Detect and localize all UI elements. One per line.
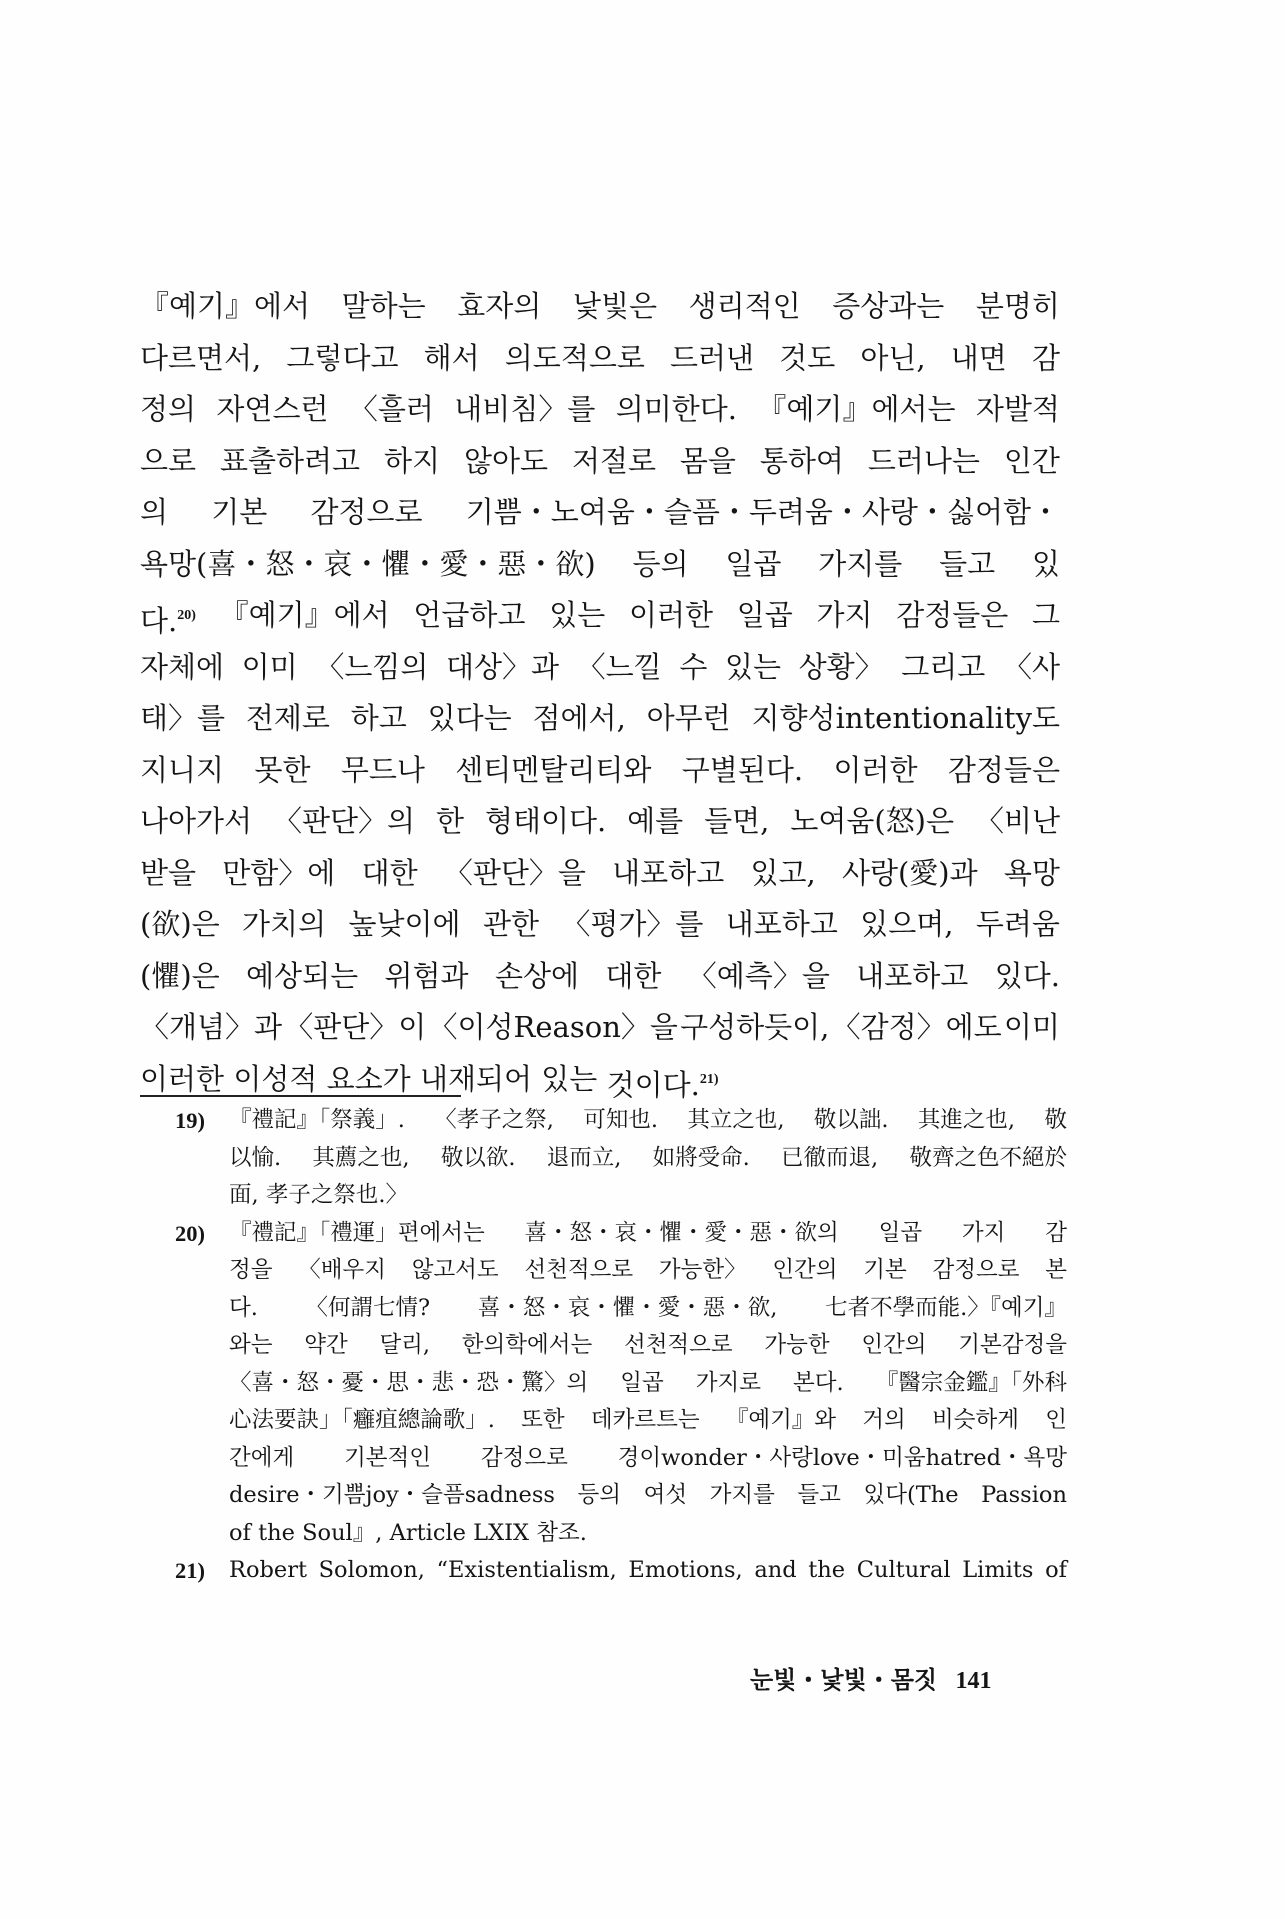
word: 선천적으로: [524, 1257, 634, 1283]
body-line: [140, 1002, 1060, 1054]
word: 참조.: [536, 1519, 587, 1546]
word: 〈喜・怒・憂・思・悲・恐・驚〉의: [229, 1369, 589, 1396]
word: 〈비난: [974, 804, 1060, 838]
word: 형태이다.: [484, 804, 607, 838]
word: 이미: [1003, 1010, 1060, 1044]
word: 이러한: [628, 598, 713, 632]
word: (懼)은: [140, 958, 220, 993]
word: 효자의: [457, 289, 542, 323]
word: 일곱: [620, 1369, 664, 1396]
word: 〈흘러: [348, 392, 434, 426]
word: Passion: [981, 1482, 1067, 1508]
word: 〈孝子之祭,: [434, 1107, 554, 1133]
word: 들고: [797, 1482, 841, 1508]
word: LXIX: [473, 1519, 530, 1546]
footnote-line: [229, 1402, 1067, 1440]
word: 일곱: [725, 546, 782, 581]
word: (欲)은: [140, 907, 220, 941]
footnote-number: 21): [175, 1558, 205, 1583]
word: 것이다.$^{21)}$: [606, 1067, 719, 1102]
word: 하지: [383, 443, 441, 478]
word: 그리고: [901, 649, 986, 684]
word: 않고서도: [411, 1257, 499, 1283]
footnote-line: [229, 1552, 1067, 1590]
word: 기본: [863, 1257, 907, 1283]
body-line: [140, 1054, 1060, 1106]
word: 한의학에서는: [461, 1332, 593, 1358]
word: 可知也.: [583, 1107, 658, 1133]
word: “Existentialism,: [436, 1557, 617, 1583]
word: 있: [1031, 546, 1060, 581]
word: 기본: [211, 495, 268, 529]
word: 무드나: [340, 752, 425, 787]
word: 예상되는: [246, 958, 359, 993]
word: 七者不學而能.〉『예기』: [825, 1294, 1067, 1321]
word: 일곱: [878, 1219, 923, 1246]
word: 예를: [627, 804, 684, 838]
word: 가지를: [818, 546, 903, 581]
word: 다.: [229, 1294, 258, 1321]
body-line: [140, 642, 1060, 694]
word: 거의: [862, 1407, 906, 1433]
word: 감정으로: [310, 495, 423, 529]
footnote-21: [175, 1552, 1067, 1590]
word: 해서: [423, 340, 480, 375]
word: 있고,: [750, 855, 816, 890]
word: 如將受命.: [652, 1144, 750, 1171]
word: 욕망(喜・怒・哀・懼・愛・惡・欲): [140, 546, 596, 581]
word: 낯빛은: [572, 289, 657, 323]
word: 감정으로: [480, 1444, 568, 1471]
footnote-line: [229, 1177, 1067, 1215]
word: 관한: [482, 907, 539, 941]
footnote-line: [229, 1252, 1067, 1290]
word: 其立之也,: [687, 1107, 785, 1133]
footnote-ref-20[interactable]: 20): [177, 608, 196, 623]
word: 대한: [605, 958, 662, 993]
word: 감: [1031, 340, 1060, 375]
word: 선천적으로: [623, 1332, 733, 1358]
word: 등의: [577, 1482, 622, 1508]
word: 기본적인: [344, 1444, 432, 1471]
word: 〈배우지: [298, 1257, 386, 1283]
word: 『醫宗金鑑』「外科: [875, 1369, 1067, 1396]
word: 데카르트는: [590, 1407, 700, 1433]
word: 센티멘탈리티와: [455, 752, 652, 787]
word: 가지를: [709, 1482, 775, 1508]
word: 의도적으로: [504, 340, 645, 375]
word: 〈개념〉과: [140, 1010, 283, 1044]
word: 〈감정〉에도: [831, 1010, 1002, 1044]
word: 가능한: [764, 1332, 830, 1358]
body-line: [140, 848, 1060, 900]
word: Cultural: [856, 1557, 951, 1583]
word: 구별된다.: [681, 752, 804, 787]
word: 간에게: [229, 1444, 295, 1471]
word: 여섯: [643, 1482, 688, 1508]
word: 이러한: [833, 752, 918, 787]
word: 내포하고: [612, 855, 725, 890]
word: Soul』,: [302, 1519, 383, 1546]
word: 喜・怒・哀・懼・愛・惡・欲의: [524, 1219, 839, 1246]
footnote-line: [229, 1215, 1067, 1253]
word: Robert: [229, 1557, 308, 1583]
footnote-line: [229, 1327, 1067, 1365]
word: 〈느낌의: [315, 649, 429, 684]
word: 있다.: [994, 958, 1060, 993]
word: 내면: [950, 340, 1007, 375]
word: 사랑(愛)과: [841, 855, 978, 890]
word: 〈이성Reason〉을: [428, 1010, 678, 1044]
word: 드러나는: [867, 443, 980, 478]
word: 경이wonder・사랑love・미움hatred・욕망: [617, 1444, 1067, 1471]
word: 들면,: [704, 804, 770, 838]
word: 인: [1045, 1407, 1067, 1433]
body-line: [140, 590, 1060, 642]
word: 『禮記』「祭義」.: [229, 1107, 405, 1133]
word: 만함〉에: [222, 855, 336, 890]
word: 의: [140, 495, 169, 529]
word: 인간의: [772, 1257, 838, 1283]
running-title: 눈빛・낯빛・몸짓: [750, 1665, 938, 1694]
body-line: [140, 333, 1060, 385]
word: 증상과는: [832, 289, 945, 323]
word: 〈평가〉를: [561, 907, 704, 941]
word: 손상에: [494, 958, 579, 993]
word: 『예기』에서: [140, 289, 311, 323]
word: 높낮이에: [348, 907, 461, 941]
word: 본: [1045, 1257, 1067, 1283]
word: 其薦之也,: [312, 1144, 410, 1171]
word: and: [754, 1557, 797, 1583]
footnotes: [175, 1102, 1067, 1590]
word: 敬以欲.: [440, 1144, 516, 1171]
word: 생리적인: [688, 289, 801, 323]
body-line: [140, 384, 1060, 436]
word: 와는: [229, 1332, 273, 1358]
word: 이성적: [233, 1061, 318, 1096]
word: 대한: [361, 855, 418, 890]
word: 가치의: [242, 907, 327, 941]
word: 자연스런: [216, 392, 329, 426]
word: 수: [679, 649, 708, 684]
word: 표출하려고: [219, 443, 361, 478]
word: 있다는: [427, 701, 512, 735]
word: 孝子之祭也.〉: [265, 1182, 408, 1208]
word: 태〉를: [140, 701, 226, 735]
word: 들고: [939, 546, 996, 581]
word: 받을: [140, 855, 197, 890]
word: 다.$^{20)}$: [140, 604, 196, 638]
word: 〈판단〉을: [443, 855, 586, 890]
word: 감정들은: [947, 752, 1060, 787]
body-line: [140, 796, 1060, 848]
page-number: 141: [955, 1668, 992, 1694]
word: 已徹而退,: [781, 1144, 879, 1171]
word: 가지로: [695, 1369, 762, 1396]
word: the: [258, 1519, 295, 1546]
body-line: [140, 539, 1060, 591]
word: 이미: [241, 649, 298, 684]
word: 등의: [632, 546, 689, 581]
word: 『예기』에서: [219, 598, 390, 632]
word: 한: [435, 804, 464, 838]
word: 내포하고: [725, 907, 838, 941]
word: 있는: [541, 1061, 598, 1096]
main-paragraph: [140, 281, 1060, 1105]
body-line: [140, 899, 1060, 951]
word: 내비침〉를: [454, 392, 596, 426]
footnote-line: [229, 1290, 1067, 1328]
word: 점에서,: [532, 701, 626, 735]
word: 이러한: [140, 1061, 225, 1096]
word: 인간: [1003, 443, 1060, 478]
word: 以愉.: [229, 1144, 282, 1171]
footnote-19: [175, 1102, 1067, 1215]
word: 자체에: [140, 649, 225, 684]
word: 욕망: [1003, 855, 1060, 890]
word: 약간: [304, 1332, 348, 1358]
word: 자발적: [975, 392, 1060, 426]
word: 인간의: [861, 1332, 927, 1358]
word: 본다.: [793, 1369, 844, 1396]
word: 〈판단〉이: [284, 1010, 427, 1044]
word: 통하여: [759, 443, 844, 478]
word: 것도: [779, 340, 836, 375]
word: 정의: [140, 392, 197, 426]
word: 분명히: [975, 289, 1060, 323]
word: 기본감정을: [958, 1332, 1067, 1358]
word: 敬: [1044, 1107, 1067, 1133]
word: Limits: [962, 1557, 1034, 1583]
word: 내재되어: [419, 1061, 532, 1096]
word: of: [229, 1519, 251, 1546]
word: 〈何謂七情?: [305, 1294, 431, 1321]
word: 대상〉과: [446, 649, 560, 684]
word: 其進之也,: [917, 1107, 1016, 1133]
word: 요소가: [326, 1061, 411, 1096]
page-footer: [750, 1660, 1050, 1695]
word: 저절로: [571, 443, 656, 478]
word: 아무런: [646, 701, 731, 735]
word: 두려움: [975, 907, 1060, 941]
word: 그렇다고: [286, 340, 399, 375]
word: 드러낸: [670, 340, 755, 375]
word: desire・기쁨joy・슬픔sadness: [229, 1482, 555, 1508]
word: 〈사: [1002, 649, 1060, 684]
word: 다르면서,: [140, 340, 262, 375]
footnote-separator: [140, 1095, 461, 1097]
word: 喜・怒・哀・懼・愛・惡・欲,: [477, 1294, 778, 1321]
word: 으로: [140, 443, 197, 478]
word: 〈판단〉의: [273, 804, 416, 838]
word: 『禮記』「禮運」편에서는: [229, 1219, 485, 1246]
word: 하고: [350, 701, 407, 735]
word: 그: [1031, 598, 1060, 632]
word: 내포하고: [856, 958, 969, 993]
word: 있다(The: [863, 1482, 959, 1508]
word: the: [808, 1557, 846, 1583]
word: 의미한다.: [615, 392, 738, 426]
footnote-number: 20): [175, 1220, 205, 1246]
word: 가지: [816, 598, 873, 632]
footnote-20: [175, 1215, 1067, 1553]
footnote-line: [229, 1477, 1067, 1515]
word: 있으며,: [860, 907, 954, 941]
word: 가지: [961, 1219, 1006, 1246]
word: 구성하듯이,: [680, 1010, 830, 1044]
word: 아닌,: [860, 340, 926, 375]
word: 일곱: [736, 598, 793, 632]
word: 지니지: [140, 752, 225, 787]
word: Article: [389, 1519, 466, 1546]
word: Solomon,: [318, 1557, 425, 1583]
word: 감정들은: [896, 598, 1009, 632]
body-line: [140, 281, 1060, 333]
word: 달리,: [379, 1332, 431, 1358]
body-line: [140, 693, 1060, 745]
word: 비슷하게: [932, 1407, 1019, 1433]
word: 또한: [521, 1407, 565, 1433]
word: 감정으로: [932, 1257, 1020, 1283]
word: 말하는: [341, 289, 426, 323]
footnote-ref-21[interactable]: 21): [699, 1071, 719, 1087]
footnote-line: [229, 1365, 1067, 1403]
word: 가능한〉: [658, 1257, 747, 1283]
word: 나아가서: [140, 804, 253, 838]
word: Emotions,: [628, 1557, 743, 1583]
body-line: [140, 436, 1060, 488]
word: 상황〉: [798, 649, 884, 684]
word: 언급하고: [413, 598, 526, 632]
word: 〈느낄: [576, 649, 662, 684]
footnote-line: [229, 1515, 1067, 1553]
word: 기쁨・노여움・슬픔・두려움・사랑・싫어함・: [465, 495, 1060, 529]
word: 〈예측〉을: [687, 958, 830, 993]
word: 몸을: [679, 443, 736, 478]
word: 敬齊之色不絕於: [909, 1144, 1067, 1171]
footnote-line: [229, 1102, 1067, 1140]
body-line: [140, 487, 1060, 539]
word: 지향성intentionality도: [751, 701, 1060, 735]
body-line: [140, 951, 1060, 1003]
word: 『예기』와: [725, 1407, 837, 1433]
word: 감: [1045, 1219, 1067, 1246]
body-line: [140, 745, 1060, 797]
word: 面,: [229, 1182, 259, 1208]
footnote-number: 19): [175, 1108, 205, 1133]
word: 『예기』에서는: [757, 392, 956, 426]
footnote-line: [229, 1440, 1067, 1478]
word: 정을: [229, 1257, 273, 1283]
word: 心法要訣」「癰疽總論歌」.: [229, 1407, 495, 1433]
word: 있는: [549, 598, 606, 632]
word: 전제로: [245, 701, 330, 735]
footnote-line: [229, 1140, 1067, 1178]
word: 敬以詘.: [813, 1107, 889, 1133]
word: 노여움(怒)은: [790, 804, 954, 838]
word: 못한: [254, 752, 311, 787]
word: 위험과: [384, 958, 469, 993]
word: 않아도: [463, 443, 548, 478]
word: of: [1045, 1557, 1067, 1583]
word: 退而立,: [546, 1144, 622, 1171]
word: 있는: [724, 649, 781, 684]
